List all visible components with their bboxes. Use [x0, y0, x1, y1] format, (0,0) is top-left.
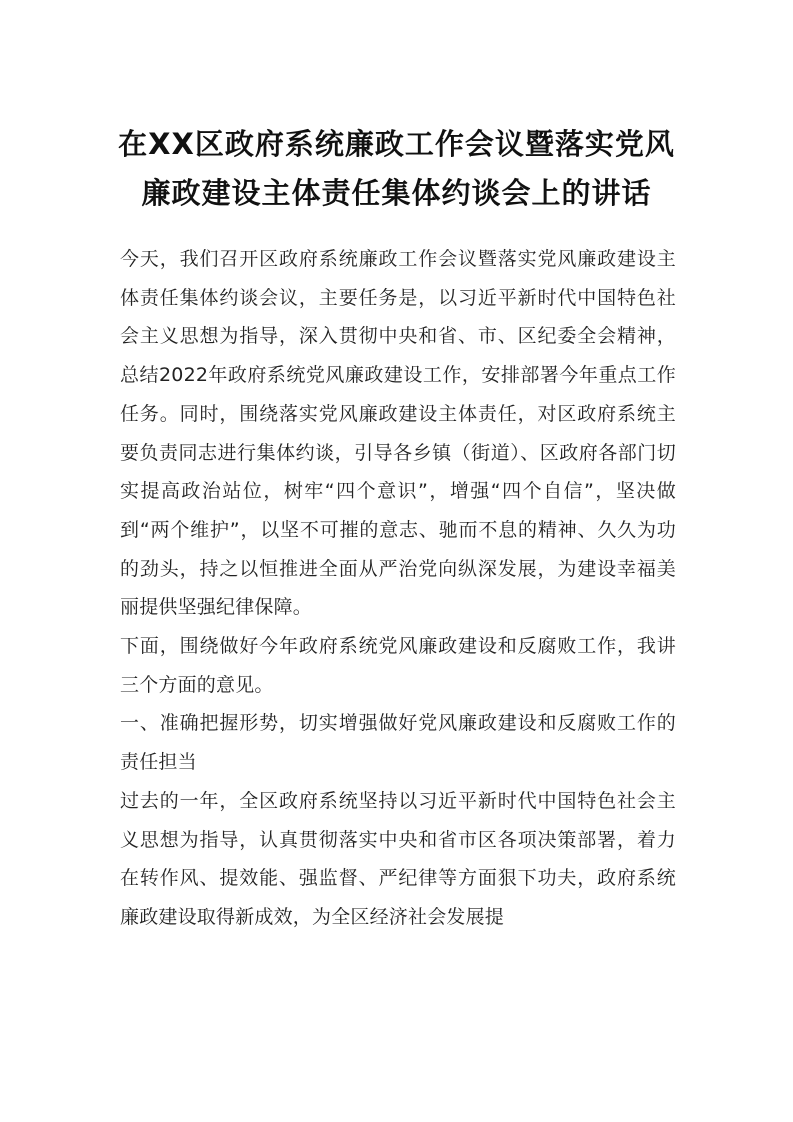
section-heading-1: 一、准确把握形势，切实增强做好党风廉政建设和反腐败工作的责任担当 [120, 712, 676, 774]
paragraph-transition: 下面，围绕做好今年政府系统党风廉政建设和反腐败工作，我讲三个方面的意见。 [120, 635, 676, 696]
document-title-line-2: 廉政建设主体责任集体约谈会上的讲话 [141, 176, 652, 210]
paragraph-intro: 今天，我们召开区政府系统廉政工作会议暨落实党风廉政建设主体责任集体约谈会议，主要任务是，以习近平新时代中国特色社会主义思想为指导，深入贯彻中央和省、市、区纪委全会精神，总结2022年政府系统党风廉政建设工作，安排部署今年重点工作任务。同时，围绕落实党风廉政建设主体责任，对区政府系统主要负责同志进行集体约谈，引导各乡镇（街道）、区政府各部门切实提高政治站位，树牢“四个意识”，增强“四个自信”，坚决做到“两个维护”，以坚不可摧的意志、驰而不息的精神、久久为功的劲头，持之以恒推进全面从严治党向纵深发展，为建设幸福美丽提供坚强纪律保障。 [120, 248, 676, 619]
document-title-line-1: 在XX区政府系统廉政工作会议暨落实党风 [118, 127, 675, 161]
paragraph-review: 过去的一年，全区政府系统坚持以习近平新时代中国特色社会主义思想为指导，认真贯彻落实中央和省市区各项决策部署，着力在转作风、提效能、强监督、严纪律等方面狠下功夫，政府系统廉政建设取得新成效，为全区经济社会发展提 [120, 789, 676, 928]
document-body [120, 240, 676, 937]
